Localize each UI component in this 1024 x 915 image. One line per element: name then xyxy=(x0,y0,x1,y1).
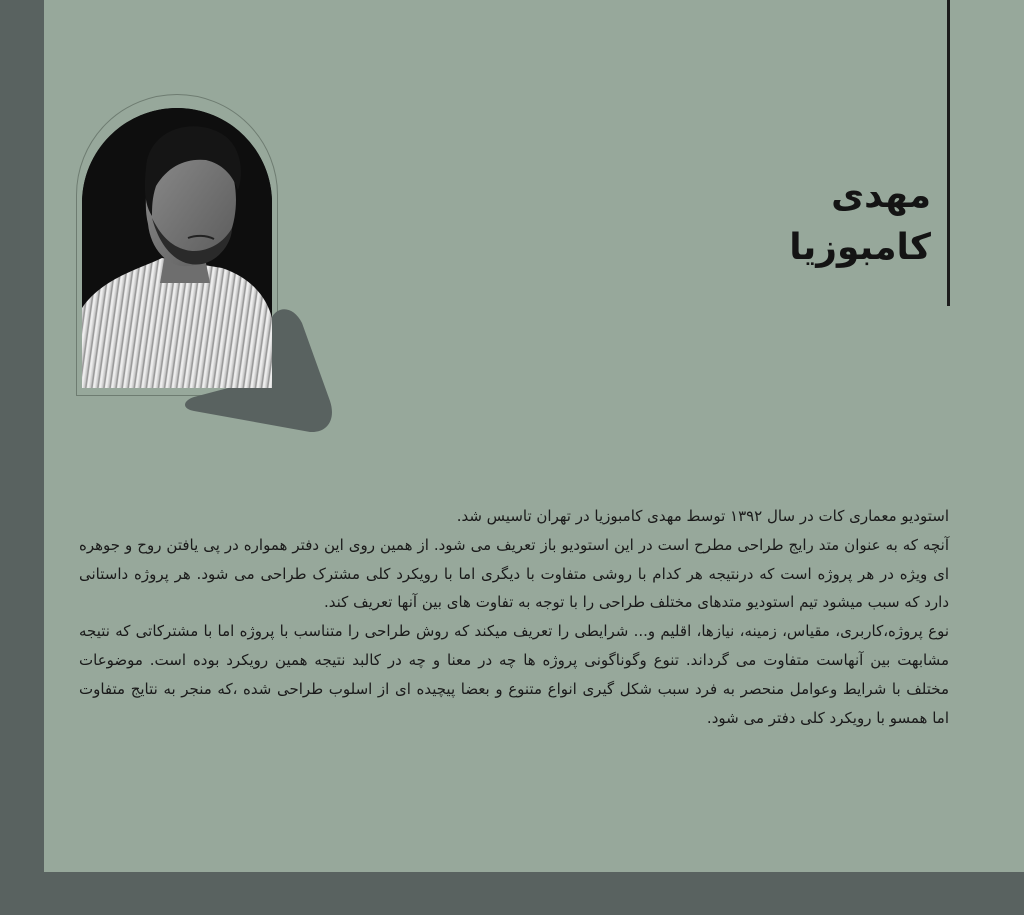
portrait-photo xyxy=(82,108,272,388)
first-name: مهدی xyxy=(831,175,931,216)
title-divider xyxy=(947,0,950,306)
bio-paragraph: نوع پروژه،کاربری، مقیاس، زمینه، نیازها، اقلیم و... شرایطی را تعریف میکند که روش طراحی را متناسب با پروژه اما با مشترکاتی که نتیجه مشابهت بین آنهاست متفاوت می گرداند. تنوع وگوناگونی پروژه ها چه در معنا و چه در کالبد نتیجه همین رویکرد بوده است. موضوعات مختلف با شرایط وعوامل منحصر به فرد سبب شکل گیری انواع متنوع و بعضا پیچیده ای از اسلوب طراحی شده ،که منجر به نتایج متفاوت اما همسو با رویکرد کلی دفتر می شود. xyxy=(79,622,949,727)
bio-text xyxy=(79,502,949,732)
bio-paragraph: آنچه که به عنوان متد رایج طراحی مطرح است در این استودیو باز تعریف می شود. از همین روی این دفتر همواره در پی یافتن روح و جوهره ای ویژه در هر پروژه است که درنتیجه هر کدام با روشی متفاوت با دیگری اما با رویکرد کلی مشترک طراحی می شود. هر پروژه داستانی دارد که سبب میشود تیم استودیو متدهای مختلف طراحی را با توجه به تفاوت های بین آنها تعریف کند. xyxy=(79,535,949,612)
bio-paragraph: استودیو معماری کات در سال ۱۳۹۲ توسط مهدی کامبوزیا در تهران تاسیس شد. xyxy=(456,507,949,525)
content-panel xyxy=(44,0,1024,872)
person-name xyxy=(789,170,931,274)
last-name: کامبوزیا xyxy=(789,227,931,268)
